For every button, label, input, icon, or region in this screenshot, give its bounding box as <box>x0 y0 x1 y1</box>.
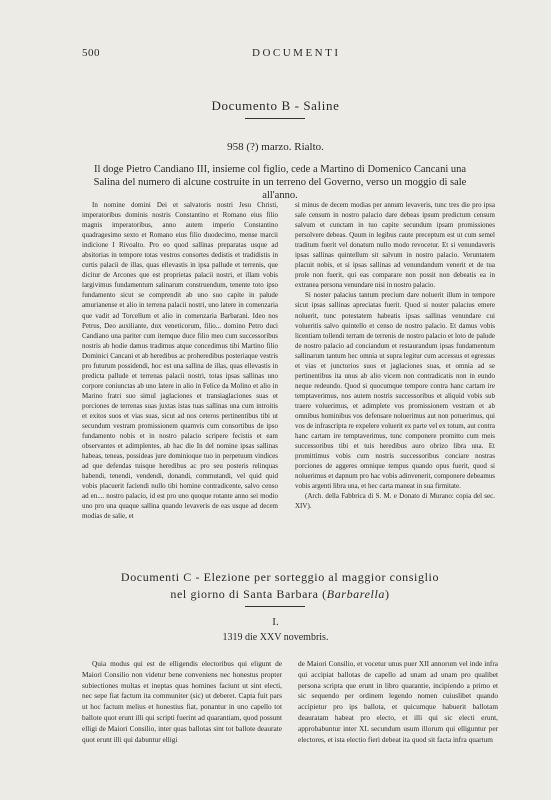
doc-c-divider <box>245 606 305 607</box>
doc-c-title-line2 <box>60 586 500 603</box>
doc-c-column-right <box>298 659 498 745</box>
doc-c-paragraph: de Maiori Consilio, et vocetur unus puer XII annorum vel inde infra qui accipiat ballotas de capello ad unam ad unam pro qualibet persona scripta que erunt in libro quarantie, incipiendo a primo et sic sequendo per ordinem legendo nomen cuiuslibet quando accipietur pro ips ballota, et quicumque habuerit ballotam deauratam habeat pro electo, et illi qui sic electi erunt, approbabuntur inter XL secundum usum illorum qui elliguntur per electores, et ista electio fieri debeat ita quod sit facta infra quartum <box>298 659 498 744</box>
doc-b-paragraph: In nomine domini Dei et salvatoris nostri Jesu Christi, imperatoribus dominis nostris Constantino et Romano eius filio magnis imperatoribus, anno autem imperio Constantino quadragesimo sexto et Romano eius filio duodecimo, mense marcii indicione I Rivoalto. Pro eo quod sallinas preparatas usque ad absitorias in tempore totas vestros consortes dedistis et tradidistis in curtis palacii de illas, quas ellevastis in ipsa pallude et terrenis, que dicitur de Arcones que est proprietas palacii nostri, et illam vobis largivimus fundamentum salinarum construendum, tenente toto ipso fundamento sicut se comprendit ab uno suo capite in palude amurianense et alio in terrena palacii nostri, uno latere in comenzaria que vadit ad Torcellum et alio in comenzaria Barbarani. Ideo nos Petrus, Deo auxiliante, dux veneticorum, filio... domino Petro duci Candiano una pariter cum itemque duce filio meo cum successoribus nostris ab hodie damus tradimus atque concedimus tibi Martino filio Dominici Cancani et ab heredibus ac proheredibus posteriaque vestris pro futurum possidendi, hoc est una sallina de illas, quas ellevastis in predicta pallude et terrenas palacii nostri, totas ipsas sallinas uno corpore coniunctas ab uno latere in alio in Felice da Molino et alio in Marino fratri suo simul jaglaciones et transiaglaciones suas et porciones de terrenas suas juxtas istas tuas sallinas una cum introitis et exitos suos et vias suas, sicut ad nos ceteros pertinentibus tibi ut secundum vestram promissionem quamvis cum consortibus de ipso fundamento nobis et in nostro palacio scripere fecistis et eam observantes et adimplentes, ab hac die In del nomine ipsas sallinas habeas, teneas, possideas jure dominioque tuo in perpetuum vindices ad que defendas tuisque heredibus ac pro seu posteris relinquas habendi, tenendi, vendendi, donandi, commutandi, vel quid quid vobis placuerit faciendi nullo tibi homine contradicente, salvo censo ad en.... nostro palacio, id est pro uno quoque rotante anno sei modio uno pro una quaque sallina quando levaveris de eas usque ad decem modias de salie, et <box>82 201 278 521</box>
section-number: I. <box>272 616 279 628</box>
doc-b-paragraph: Si noster palacius tantum precium dare noluerit illum in tempore sicut ipsas sallinas apreciatas fuerit. Quod si noster palacius emere noluerit, tunc potestatem habeatis ipsas sallinas venundare cui volueritis salvo quintello et censo de nostro palacio. Et damus vobis licentiam tollendi terram de terrenis de nostro palacio et loto de palude de nostro palacio ad conciandum et restaurandum ipsas fundamentum sallinarum tantum hec omnia ut supra legitur cum accessus et egressus et vias et junctorios suos et jaglaciones suas, et omnia ad se pertinentibus ita unus ab alio vicem non contradicatis non in eundo neque redeundo. Quod si quocumque tempore contra hanc cartam ire temptaverimus, nos autem nostris successoribus et aliquid vobis sub traere voluerimus, et adimplete vos promissionem vestram et ab omnibus hominibus vos defensare noluerimus aut non potuerimus, qui vos de infrascripta re expelere voluerit ex parte vel ex totum, aut contra hanc cartam ire temptaverimus, tunc componere promitto cum meis successoribus tibi et tuis heredibus auro obrizo libra una. Et promittimus vobis cum nostris successoribus conciare nostras porciones de aggeres omnique tempus quando opus fuerit, quod si noluerimus et dapnum pro hac vobis adinvenerit, componere debeamus vobis argenti libra una, et hec carta maneat in sua firmitate. <box>295 291 495 491</box>
doc-c-title-line1: Documenti C - Elezione per sorteggio al maggior consiglio <box>120 570 440 584</box>
doc-c-paragraph: Quia modus qui est de elligendis electoribus qui eligunt de Maiori Consilio non videtur bene conveniens nec honestus propter subiectiones multas et ineptas quas homines faciunt ut sint electi, nec sepe fiat factum ita communiter (sic) ut deberet. Capta fuit pars ut hoc factum melius et honestius fiat, ponantur in uno capello tot ballote quot erunt illi qui scripti fuerint ad quarantiam, quod possunt elligi de Maiori Consilio, inter quas ballotas sint tot ballote deaurate quot erunt illi qui dabuntur elligi <box>82 659 282 744</box>
doc-c-title <box>60 569 500 603</box>
doc-c-date: 1319 die XXV novembris. <box>222 632 329 643</box>
running-title: DOCUMENTI <box>252 47 341 59</box>
doc-b-divider <box>245 118 305 119</box>
doc-b-column-left <box>82 200 278 522</box>
doc-b-date: 958 (?) marzo. Rialto. <box>227 141 324 153</box>
doc-c-column-left <box>82 659 282 745</box>
doc-b-column-right <box>295 200 495 511</box>
doc-b-title: Documento B - Saline <box>211 98 340 113</box>
page-header <box>82 47 482 61</box>
page-number: 500 <box>82 47 100 59</box>
doc-c-title-suffix: ) <box>384 587 390 601</box>
doc-c-title-italic: Barbarella <box>326 587 385 601</box>
doc-b-source-note: (Arch. della Fabbrica di S. M. e Donato di Murano: copia del sec. XIV). <box>295 492 495 511</box>
doc-b-summary: Il doge Pietro Candiano III, insieme col figlio, cede a Martino di Domenico Cancani una Salina del numero di alcune costruite in un terreno del Governo, verso un moggio di sale all'anno. <box>93 164 467 201</box>
doc-c-title-prefix: nel giorno di Santa Barbara ( <box>170 587 327 601</box>
doc-b-paragraph: si minus de decem modias per annum levaveris, tunc tres die pro ipsa sale censum in nostro palacio dare debeas ipsum predictum censum salvum et cunctam in tuo capite secundum ipsam promissiones persolvere debeas. Quum in legibus caute preceptum est ut cum semel traditum fuerit vel donatum nullo modo revocetur. Et si venundaveris ipsas sallinas quintellum sit salvum in nostro palacio. Veruntatem placuit nobis, et si ipsas sallinas ad venundandum venerit et de tua prole non fuerit, qui eas comparare non possit non debeatis ea in extranea persona venundare nisi in nostro palacio. <box>295 201 495 290</box>
